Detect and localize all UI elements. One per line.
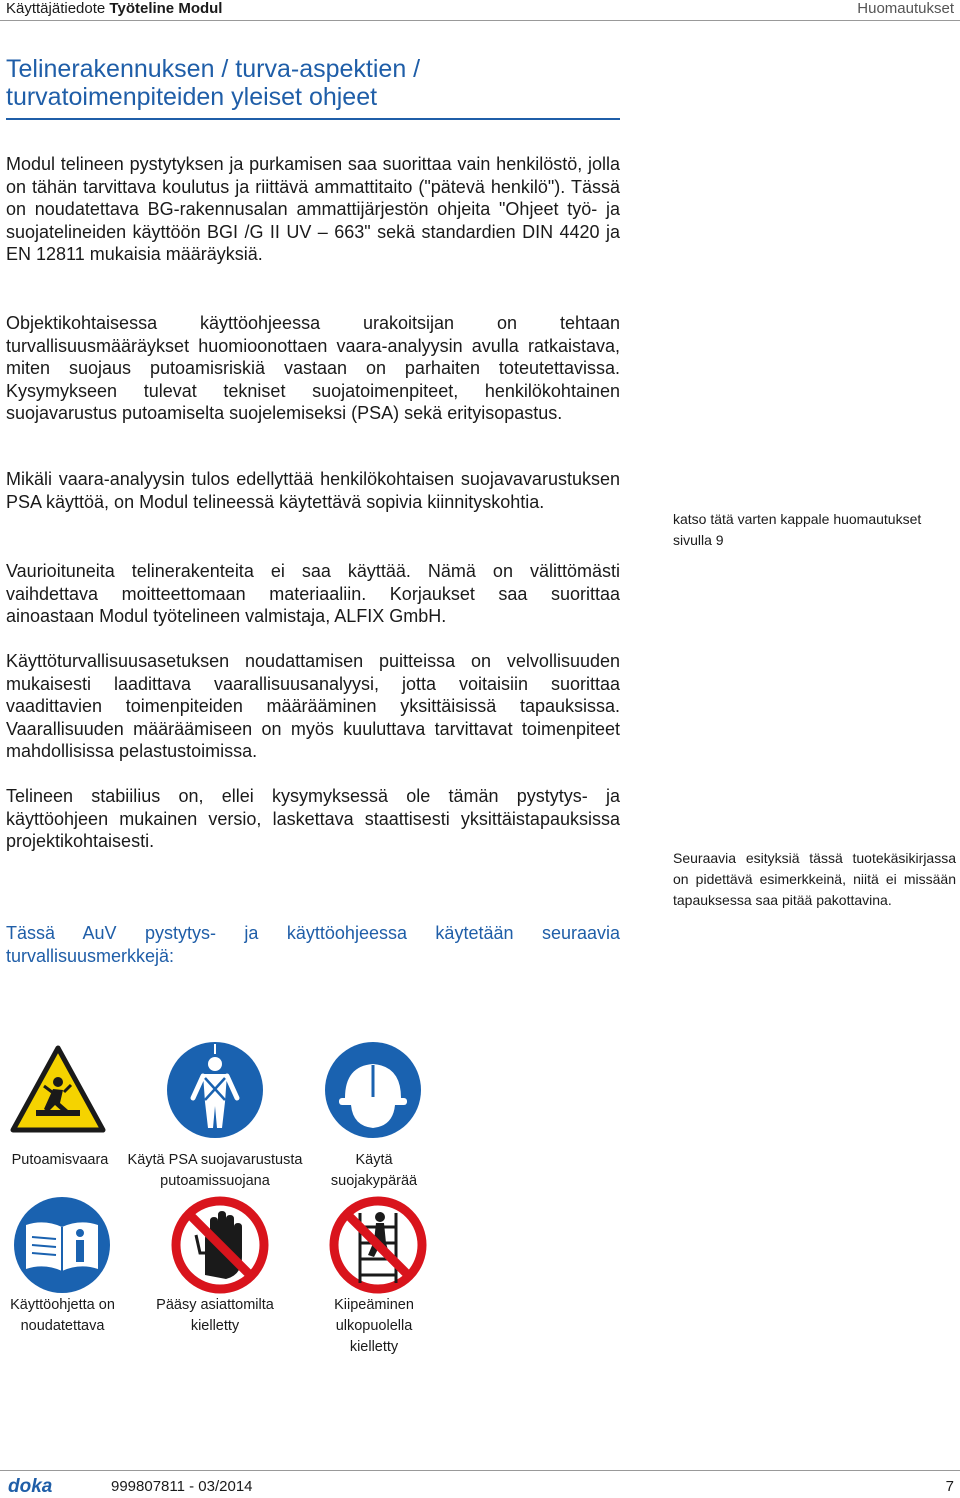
footer-page-number: 7 [945, 1478, 954, 1495]
harness-mandatory-icon [165, 1040, 265, 1140]
paragraph-psa-anchorage: Mikäli vaara-analyysin tulos edellyttää henkilökohtaisen suojavavarustuksen PSA käyttöä, on Modul telineessä käytettävä sopivia kiinnityskohtia. [6, 469, 620, 512]
paragraph-safety-signs-intro: Tässä AuV pystytys- ja käyttöohjeessa käytetään seuraavia turvallisuusmerkkejä: [6, 923, 620, 966]
caption-no-climbing: Kiipeäminen ulkopuolella kielletty [334, 1297, 414, 1355]
header-prefix: Käyttäjätiedote [6, 0, 106, 17]
page-header [0, 0, 960, 21]
caption-harness: Käytä PSA suojavarustusta putoamissuojana [127, 1152, 303, 1189]
paragraph-damaged-parts: Vaurioituneita telinerakenteita ei saa käyttää. Nämä on välittömästi vaihdettava moitteettomaan materiaaliin. Korjaukset saa suorittaa ainoastaan Modul työtelineen valmistaja, ALFIX GmbH. [6, 561, 620, 626]
caption-read-manual: Käyttöohjetta on noudatettava [10, 1297, 115, 1334]
doka-logo: doka [8, 1476, 53, 1497]
paragraph-qualified-personnel: Modul telineen pystytyksen ja purkamisen saa suorittaa vain henkilöstö, jolla on tähän tarvittava koulutus ja riittävä ammattitaito ("pätevä henkilö"). Tässä on noudatettava BG-rakennusalan ammattijärjestön ohjeita "Ohjeet työ- ja suojatelineiden käyttöön BGI /G II UV – 663" sekä standardien DIN 4420 ja EN 12811 mukaisia määräyksiä. [6, 154, 620, 264]
no-climbing-outside-icon [328, 1195, 428, 1295]
paragraph-stability: Telineen stabiilius on, ellei kysymyksessä ole tämän pystytys- ja käyttöohjeen mukainen versio, laskettava staattisesti yksittäistapauksissa projektikohtaisesti. [6, 786, 620, 851]
header-section: Huomautukset [857, 0, 954, 17]
footer-document-number: 999807811 - 03/2014 [111, 1478, 253, 1495]
side-note-reference: katso tätä varten kappale huomautukset sivulla 9 [673, 511, 922, 548]
header-document-type [6, 0, 222, 17]
side-note-examples: Seuraavia esityksiä tässä tuotekäsikirjassa on pidettävä esimerkkeinä, niitä ei missään tapauksessa saa pitää pakottavina. [673, 850, 956, 908]
fall-hazard-warning-icon [8, 1040, 108, 1140]
no-unauthorized-entry-icon [170, 1195, 270, 1295]
caption-fall-hazard: Putoamisvaara [11, 1152, 109, 1168]
paragraph-safety-regulation: Käyttöturvallisuusasetuksen noudattamisen puitteissa on velvollisuuden mukaisesti laadittava vaarallisuusanalyysi, jotta voitaisiin suorittaa vaadittavien toimenpiteiden määrääminen yksittäisissä tapauksissa. Vaarallisuuden määräämiseen on myös kuuluttava tarvittavat toimenpiteet mahdollisissa pelastustoimissa. [6, 651, 620, 761]
paragraph-risk-analysis: Objektikohtaisessa käyttöohjeessa urakoitsijan on tehtaan turvallisuusmääräykset huomioonottaen vaara-analyysin avulla ratkaistava, miten suojaus putoamisriskiä vastaan on parhaiten toteutettavissa. Kysymykseen tulevat tekniset suojatoimenpiteet, henkilökohtainen suojavarustus putoamiselta suojelemiseksi (PSA) sekä erityisopastus. [6, 313, 620, 423]
footer-divider [0, 1470, 960, 1471]
caption-helmet: Käytä suojakypärää [330, 1152, 418, 1189]
read-manual-icon [12, 1195, 112, 1295]
title-underline [6, 118, 620, 120]
helmet-mandatory-icon [323, 1040, 423, 1140]
header-product: Työteline Modul [109, 0, 223, 17]
page-title: Telinerakennuksen / turva-aspektien / turvatoimenpiteiden yleiset ohjeet [6, 55, 421, 111]
caption-no-entry: Pääsy asiattomilta kielletty [156, 1297, 274, 1334]
